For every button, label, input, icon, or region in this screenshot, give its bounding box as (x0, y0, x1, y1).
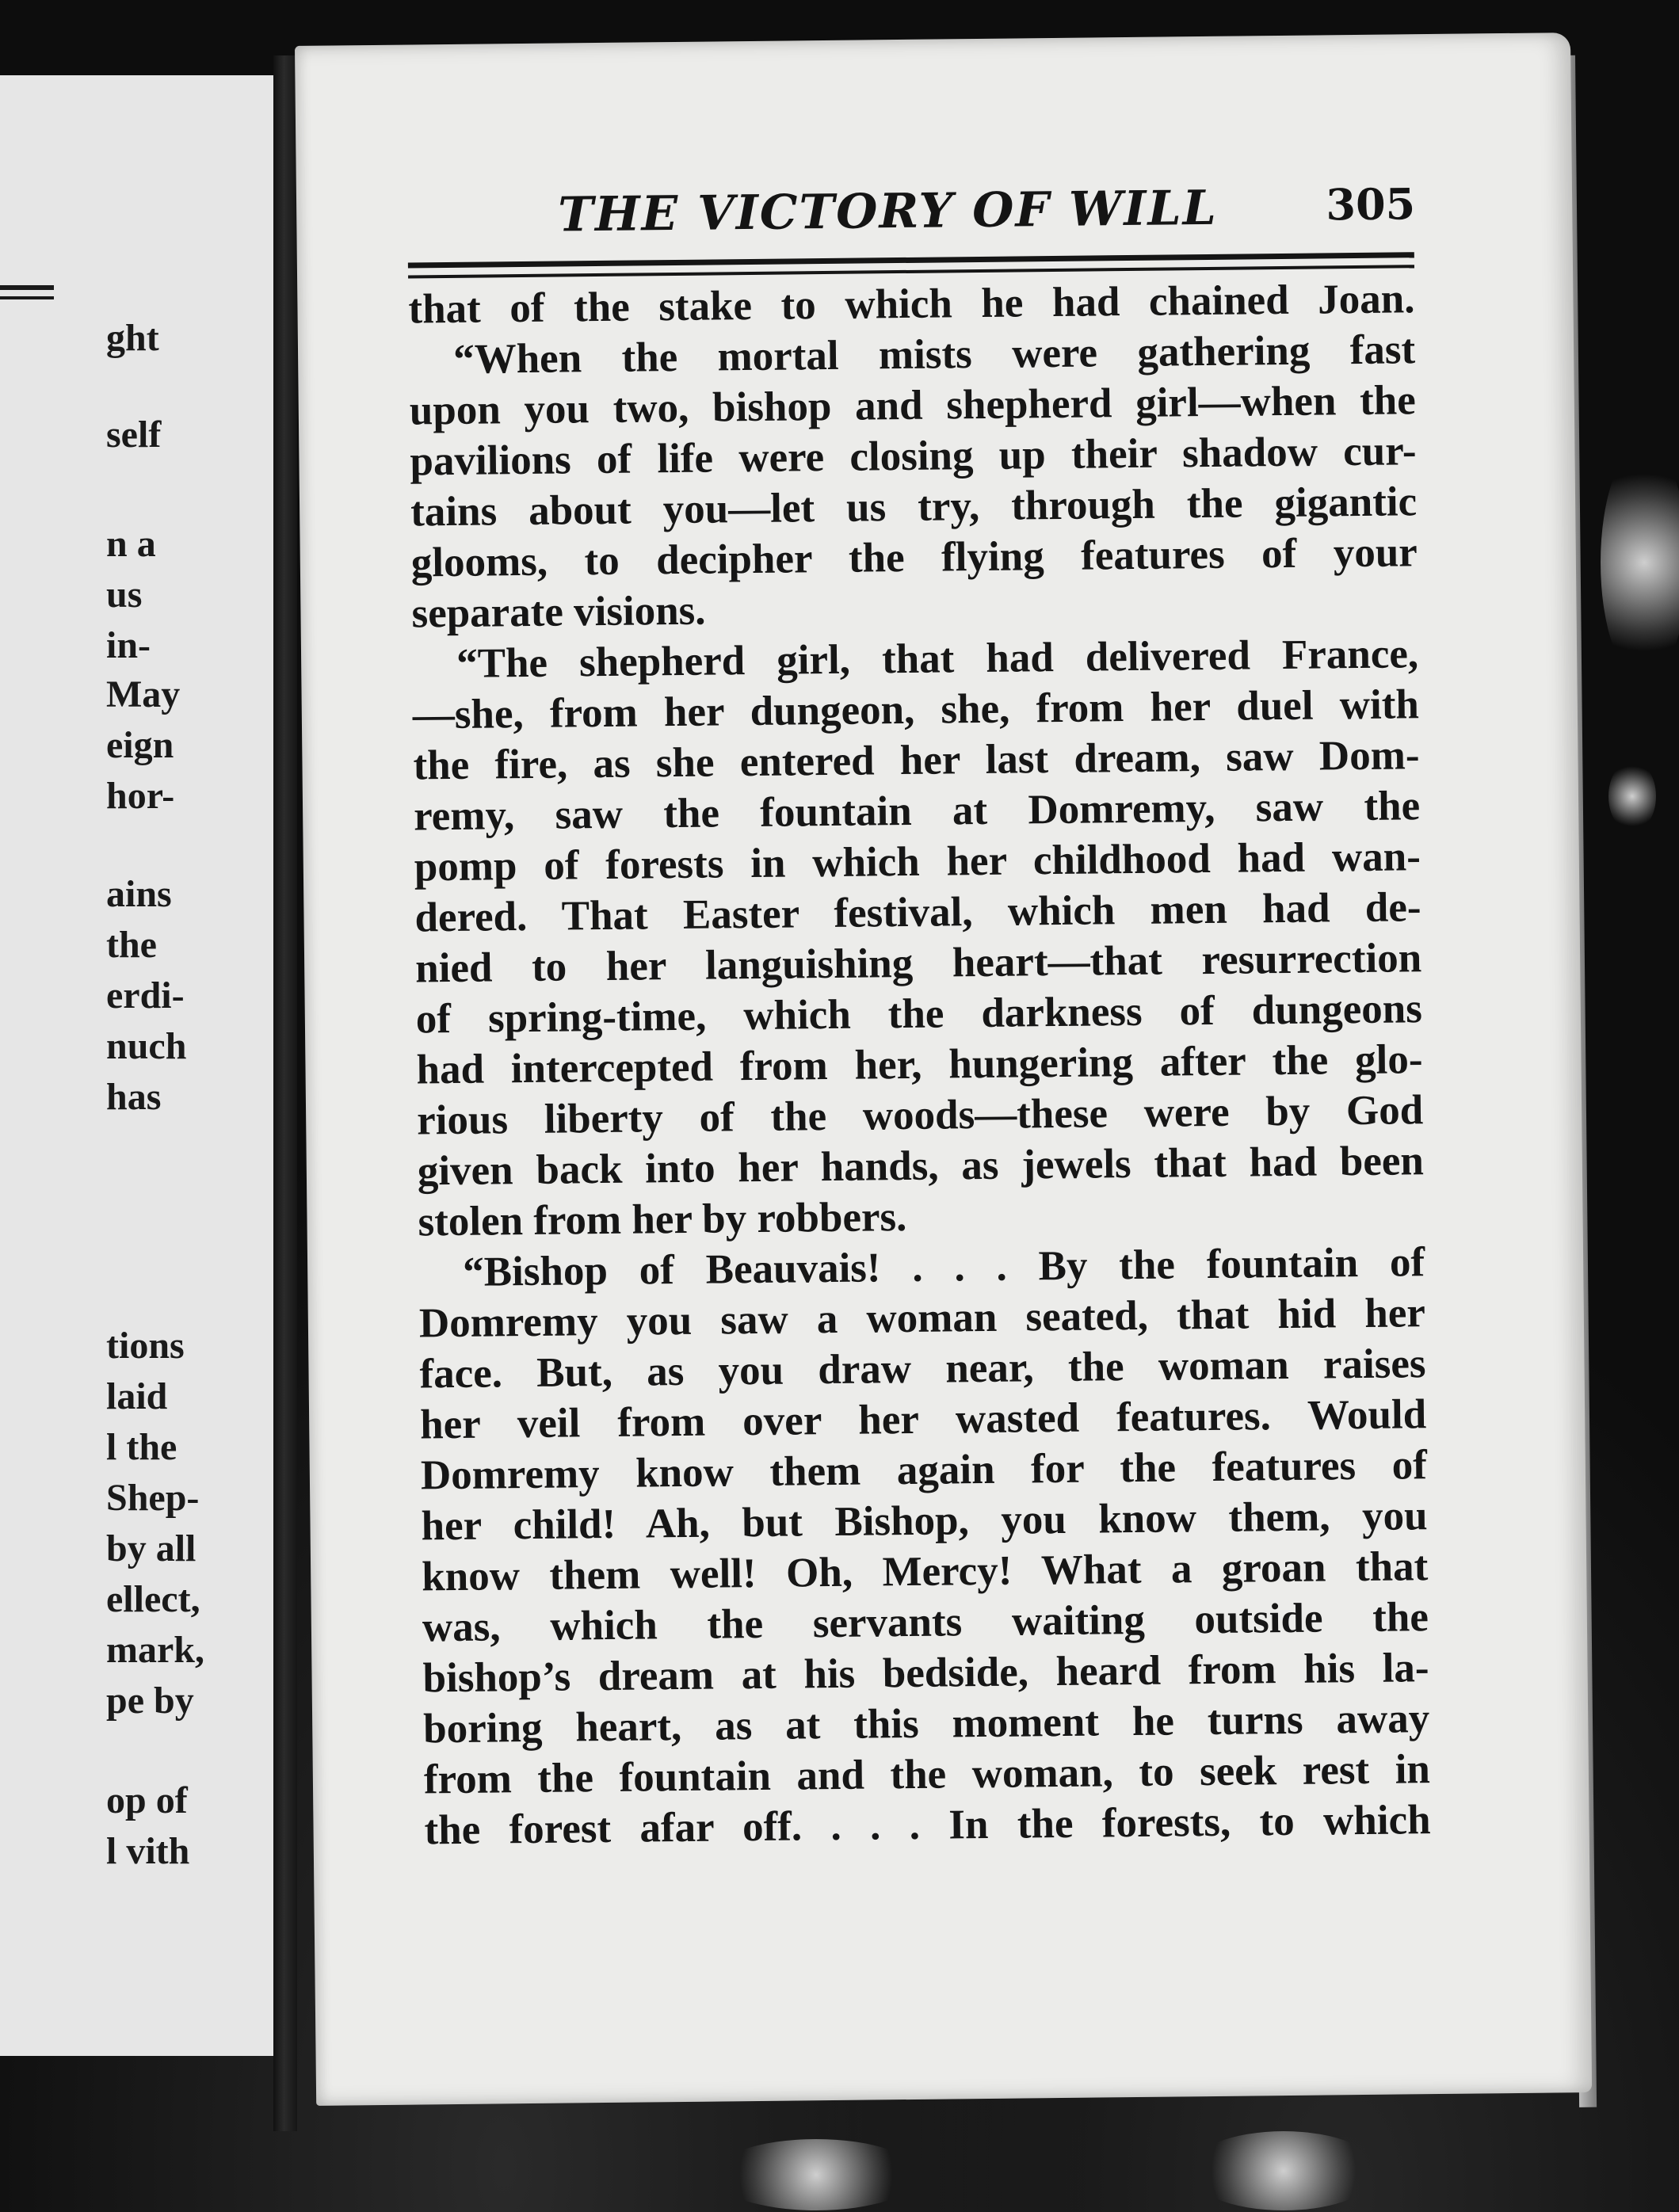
text-line: stolen from her by robbers. (418, 1193, 907, 1245)
facing-page-fragment: ellect, (106, 1578, 200, 1620)
text-line: “When the mortal mists were gathering fast (452, 326, 1416, 383)
text-line: rious liberty of the woods—these were by God (416, 1087, 1424, 1144)
scan-artifact (1608, 761, 1656, 832)
facing-page-fragment: erdi- (106, 974, 185, 1016)
text-line: the fire, as she entered her last dream, saw Dom- (413, 732, 1420, 789)
facing-page-fragment: n a (106, 523, 156, 565)
text-line: of spring-time, which the darkness of dungeons (415, 986, 1423, 1043)
facing-page-fragment: l the (106, 1426, 177, 1468)
text-line: Domremy you saw a woman seated, that hid her (418, 1290, 1426, 1347)
text-line: nied to her languishing heart—that resurrection (414, 935, 1422, 992)
text-line: pomp of forests in which her childhood had wan- (414, 833, 1421, 891)
facing-page-fragment: tions (106, 1325, 185, 1367)
text-line: that of the stake to which he had chained Joan. (408, 276, 1415, 333)
facing-page-fragment: laid (106, 1375, 168, 1417)
facing-page-fragment: Shep- (106, 1477, 200, 1519)
running-title: THE VICTORY OF WILL (557, 180, 1219, 243)
text-line: her child! Ah, but Bishop, you know them, you (421, 1493, 1428, 1550)
text-line: her veil from over her wasted features. Would (419, 1391, 1427, 1448)
running-head (558, 178, 1430, 251)
facing-page-fragment: in- (106, 624, 151, 666)
facing-page-fragment: l vith (106, 1830, 190, 1872)
facing-page-fragment: mark, (106, 1629, 204, 1671)
page-number: 305 (1326, 178, 1416, 231)
body-text (408, 273, 1431, 1855)
text-line: upon you two, bishop and shepherd girl—when the (409, 377, 1417, 434)
text-line: bishop’s dream at his bedside, heard from his la- (422, 1645, 1429, 1702)
facing-page-fragment: has (106, 1076, 162, 1118)
text-line: boring heart, as at this moment he turns away (422, 1695, 1430, 1752)
facing-page-fragment: ains (106, 873, 172, 915)
facing-page-fragment: nuch (106, 1025, 187, 1067)
facing-page-fragment: hor- (106, 775, 175, 817)
scan-artifact (1189, 2131, 1379, 2210)
text-line: “Bishop of Beauvais! . . . By the fountain of (462, 1239, 1425, 1295)
facing-page (0, 75, 281, 2056)
text-line: face. But, as you draw near, the woman raises (419, 1341, 1426, 1398)
book-gutter (273, 55, 297, 2131)
text-line: know them well! Oh, Mercy! What a groan that (421, 1543, 1429, 1600)
facing-page-fragment: by all (106, 1527, 197, 1569)
text-line: from the fountain and the woman, to seek rest in (423, 1746, 1431, 1803)
text-line: pavilions of life were closing up their shadow cur- (410, 428, 1417, 485)
facing-page-fragment: us (106, 574, 143, 616)
facing-page-fragment: May (106, 673, 181, 715)
facing-page-fragment: the (106, 924, 157, 966)
text-line: tains about you—let us try, through the gigantic (410, 479, 1418, 536)
text-line: —she, from her dungeon, she, from her duel with (412, 681, 1420, 738)
facing-page-fragment: op of (106, 1779, 188, 1821)
text-line: dered. That Easter festival, which men had de- (414, 884, 1421, 941)
scan-artifact (1601, 444, 1679, 681)
text-line: “The shepherd girl, that had delivered France, (456, 631, 1419, 687)
text-line: Domremy know them again for the features of (420, 1442, 1428, 1499)
text-line: was, which the servants waiting outside the (422, 1594, 1429, 1651)
facing-page-rule (0, 285, 54, 299)
text-line: given back into her hands, as jewels that had been (417, 1138, 1425, 1195)
scan-artifact (713, 2139, 919, 2210)
facing-page-fragment: eign (106, 724, 174, 766)
facing-page-fragment: ght (106, 317, 159, 359)
facing-page-fragment: self (106, 414, 162, 456)
text-line: the forest afar off. . . . In the forests, to which (424, 1797, 1431, 1854)
book-page (295, 32, 1592, 2106)
text-line: glooms, to decipher the flying features of your (410, 529, 1418, 586)
facing-page-fragment: pe by (106, 1680, 194, 1722)
text-line: remy, saw the fountain at Domremy, saw the (413, 783, 1421, 840)
text-line: separate visions. (411, 587, 706, 637)
text-line: had intercepted from her, hungering after the glo- (416, 1036, 1423, 1093)
